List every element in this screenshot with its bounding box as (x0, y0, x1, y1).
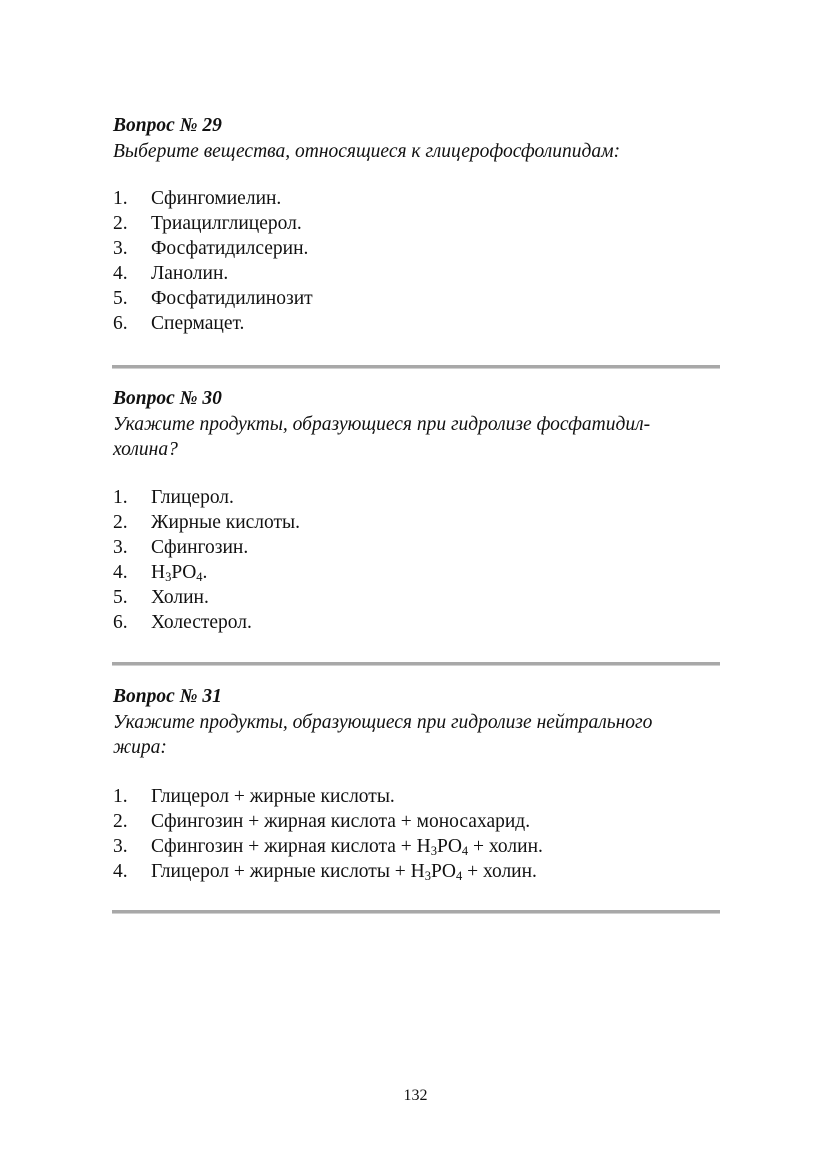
option-text-part: Глицерол + жирные кислоты + H (151, 861, 425, 882)
question-30 (113, 386, 721, 635)
option-subscript: 3 (165, 570, 172, 584)
option-text-part: Жирные кислоты. (151, 512, 301, 533)
option-text-part: Фосфатидилсерин. (151, 238, 309, 259)
option-number: 2. (113, 811, 128, 832)
option-number: 4. (113, 861, 128, 882)
option-text-part: Фосфатидилинозит (151, 288, 313, 309)
answer-option (113, 585, 721, 610)
option-text-part: PO (431, 861, 456, 882)
answer-option (113, 834, 721, 859)
option-text (151, 213, 302, 234)
option-text (151, 612, 252, 633)
option-number: 6. (113, 313, 128, 334)
option-number: 5. (113, 288, 128, 309)
option-text-part: Триацилглицерол. (151, 213, 302, 234)
option-subscript: 4 (196, 570, 203, 584)
option-number: 4. (113, 562, 128, 583)
question-31 (113, 684, 721, 884)
option-text (151, 288, 313, 309)
answer-option (113, 510, 721, 535)
option-text-part: PO (171, 562, 197, 583)
option-text (151, 562, 207, 583)
question-title: Вопрос № 30 (113, 388, 222, 409)
option-text (151, 587, 209, 608)
option-text-part: Сфингозин + жирная кислота + H (151, 836, 431, 857)
question-29 (113, 113, 721, 336)
question-text-line: Укажите продукты, образующиеся при гидролизе фосфатидил- (113, 414, 651, 435)
answer-option (113, 186, 721, 211)
option-text-part: + холин. (468, 836, 543, 857)
answer-option (113, 560, 721, 585)
question-text-line: Выберите вещества, относящиеся к глицерофосфолипидам: (113, 141, 621, 162)
question-text-line: жира: (113, 737, 167, 758)
option-number: 4. (113, 263, 128, 284)
option-subscript: 4 (455, 869, 463, 883)
option-subscript: 4 (461, 844, 469, 858)
option-text (151, 313, 244, 334)
option-number: 6. (113, 612, 128, 633)
option-number: 1. (113, 786, 128, 807)
question-text-line: Укажите продукты, образующиеся при гидролизе нейтрального (113, 712, 653, 733)
answer-option (113, 261, 721, 286)
option-text-part: Холестерол. (151, 612, 252, 633)
option-text (151, 512, 300, 533)
option-text (151, 537, 248, 558)
answer-option (113, 211, 721, 236)
option-text-part: Ланолин. (151, 263, 229, 284)
answer-option (113, 784, 721, 809)
option-text (151, 238, 308, 259)
option-text-part: PO (436, 836, 462, 857)
option-text-part: . (202, 562, 208, 583)
option-number: 2. (113, 512, 128, 533)
option-text (151, 188, 281, 209)
question-text (113, 139, 721, 164)
option-subscript: 3 (424, 869, 432, 883)
option-text (151, 836, 543, 857)
option-subscript: 3 (430, 844, 437, 858)
option-number: 1. (113, 487, 128, 508)
option-text (151, 861, 537, 882)
question-text-line: холина? (113, 439, 178, 460)
answer-option (113, 535, 721, 560)
option-text (151, 786, 395, 807)
option-text (151, 487, 234, 508)
question-text (113, 710, 721, 760)
answer-options (113, 784, 721, 884)
answer-option (113, 236, 721, 261)
question-divider (112, 365, 720, 369)
option-text (151, 263, 228, 284)
option-text (151, 811, 530, 832)
answer-option (113, 485, 721, 510)
page-number: 132 (403, 1087, 428, 1104)
answer-option (113, 311, 721, 336)
answer-options (113, 186, 721, 336)
question-title: Вопрос № 31 (113, 686, 222, 707)
option-number: 3. (113, 836, 128, 857)
option-number: 2. (113, 213, 128, 234)
answer-option (113, 859, 721, 884)
option-text-part: Сфингомиелин. (151, 188, 282, 209)
option-text-part: + холин. (462, 861, 537, 882)
answer-option (113, 286, 721, 311)
option-number: 3. (113, 537, 128, 558)
option-text-part: Спермацет. (151, 313, 245, 334)
question-divider (112, 910, 720, 914)
option-text-part: Глицерол + жирные кислоты. (151, 786, 395, 807)
option-text-part: Сфингозин + жирная кислота + моносахарид. (151, 811, 531, 832)
question-title: Вопрос № 29 (113, 115, 222, 136)
option-text-part: H (151, 562, 166, 583)
option-number: 5. (113, 587, 128, 608)
option-number: 1. (113, 188, 128, 209)
option-text-part: Холин. (151, 587, 209, 608)
question-text (113, 412, 721, 462)
answer-options (113, 485, 721, 635)
option-text-part: Глицерол. (151, 487, 234, 508)
question-divider (112, 662, 720, 666)
option-number: 3. (113, 238, 128, 259)
answer-option (113, 610, 721, 635)
answer-option (113, 809, 721, 834)
option-text-part: Сфингозин. (151, 537, 249, 558)
